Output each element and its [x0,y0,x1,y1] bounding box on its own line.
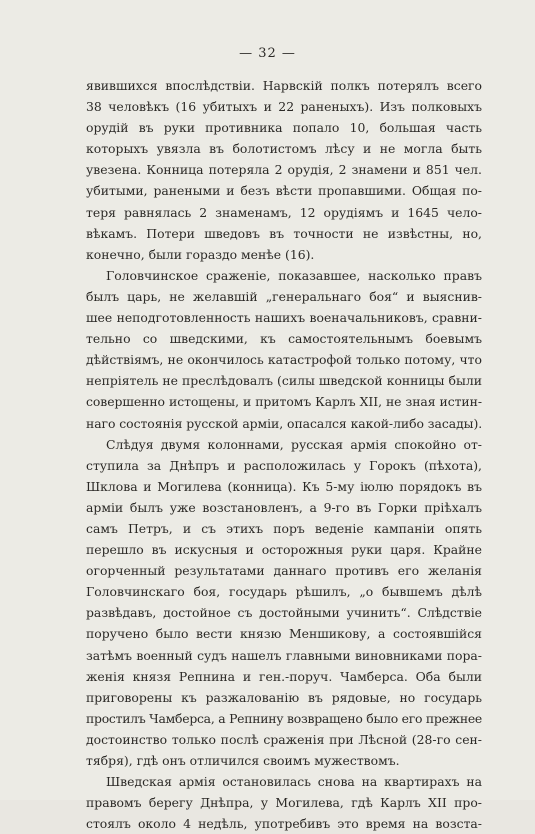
text-line: тельно со шведскими, къ самостоятельнымъ боевымъ [86,331,482,347]
text-line: тября), гдѣ онъ отличился своимъ мужествомъ. [86,753,400,768]
text-line: наго состоянія русской арміи, опасался какой-либо засады). [86,415,483,431]
text-line: приговорены къ разжалованію въ рядовые, но государь [86,689,482,705]
text-line: конечно, были гораздо менѣе (16). [86,246,315,262]
paragraph [86,75,482,265]
text-line: простилъ Чамберса, а Репнину возвращено было его прежнее [86,710,482,726]
text-line: огорченный результатами даннаго противъ его желанія [86,563,482,579]
text-line: дѣйствіямъ, не окончилось катастрофой только потому, что [86,352,482,368]
text-line: стоялъ около 4 недѣль, употребивъ это время на возста- [86,816,482,832]
paragraph [86,771,482,834]
text-line: поручено было вести князю Меншикову, а состоявшійся [86,626,482,642]
text-line: непріятель не преслѣдовалъ (силы шведской конницы были [86,373,482,389]
text-line: 38 человѣкъ (16 убитыхъ и 22 раненыхъ). Изъ полковыхъ [86,99,482,115]
text-line: правомъ берегу Днѣпра, у Могилева, гдѣ Карлъ XII про- [86,795,482,811]
text-line: которыхъ увязла въ болотистомъ лѣсу и не могла быть [86,141,482,157]
text-line: Шклова и Могилева (конница). Къ 5-му іюлю порядокъ въ [86,478,482,494]
page-number: — 32 — [239,46,296,61]
text-line: затѣмъ военный судъ нашелъ главными виновниками пора- [86,647,482,663]
paragraph [86,434,482,772]
text-line: теря равнялась 2 знаменамъ, 12 орудіямъ и 1645 чело- [86,204,482,220]
text-line: совершенно истощены, и притомъ Карлъ XII, не зная истин- [86,394,482,410]
text-line: Головчинское сраженіе, показавшее, насколько правъ [106,267,482,283]
text-line: Головчинскаго боя, государь рѣшилъ, „о бывшемъ дѣлѣ [86,584,482,600]
text-line: ступила за Днѣпръ и расположилась у Горокъ (пѣхота), [86,457,482,473]
text-line: шее неподготовленность нашихъ военачальниковъ, сравни- [86,310,482,326]
text-line: орудій въ руки противника попало 10, большая часть [86,120,482,136]
text-line: арміи былъ уже возстановленъ, а 9-го въ Горки пріѣхалъ [86,499,482,515]
text-line: увезена. Конница потеряла 2 орудія, 2 знамени и 851 чел. [86,162,482,178]
text-line: самъ Петръ, и съ этихъ поръ веденіе кампаніи опять [86,520,482,536]
text-line: убитыми, ранеными и безъ вѣсти пропавшими. Общая по- [86,183,482,199]
text-line: женія князя Репнина и ген.-поруч. Чамберса. Оба были [86,668,482,684]
text-line: Шведская армія остановилась снова на квартирахъ на [106,774,482,790]
text-line: развѣдавъ, достойное съ достойными учинить“. Слѣдствіе [86,605,482,621]
body-text [86,75,482,834]
text-line: достоинство только послѣ сраженія при Лѣсной (28-го сен- [86,731,482,747]
paragraph [86,265,482,434]
text-line: явившихся впослѣдствіи. Нарвскій полкъ потерялъ всего [86,78,482,93]
text-line: перешло въ искусныя и осторожныя руки царя. Крайне [86,542,482,558]
text-line: вѣкамъ. Потери шведовъ въ точности не извѣстны, но, [86,225,482,241]
text-line: Слѣдуя двумя колоннами, русская армія спокойно от- [106,436,482,452]
text-line: былъ царь, не желавшій „генеральнаго боя“ и выяснив- [86,288,482,304]
